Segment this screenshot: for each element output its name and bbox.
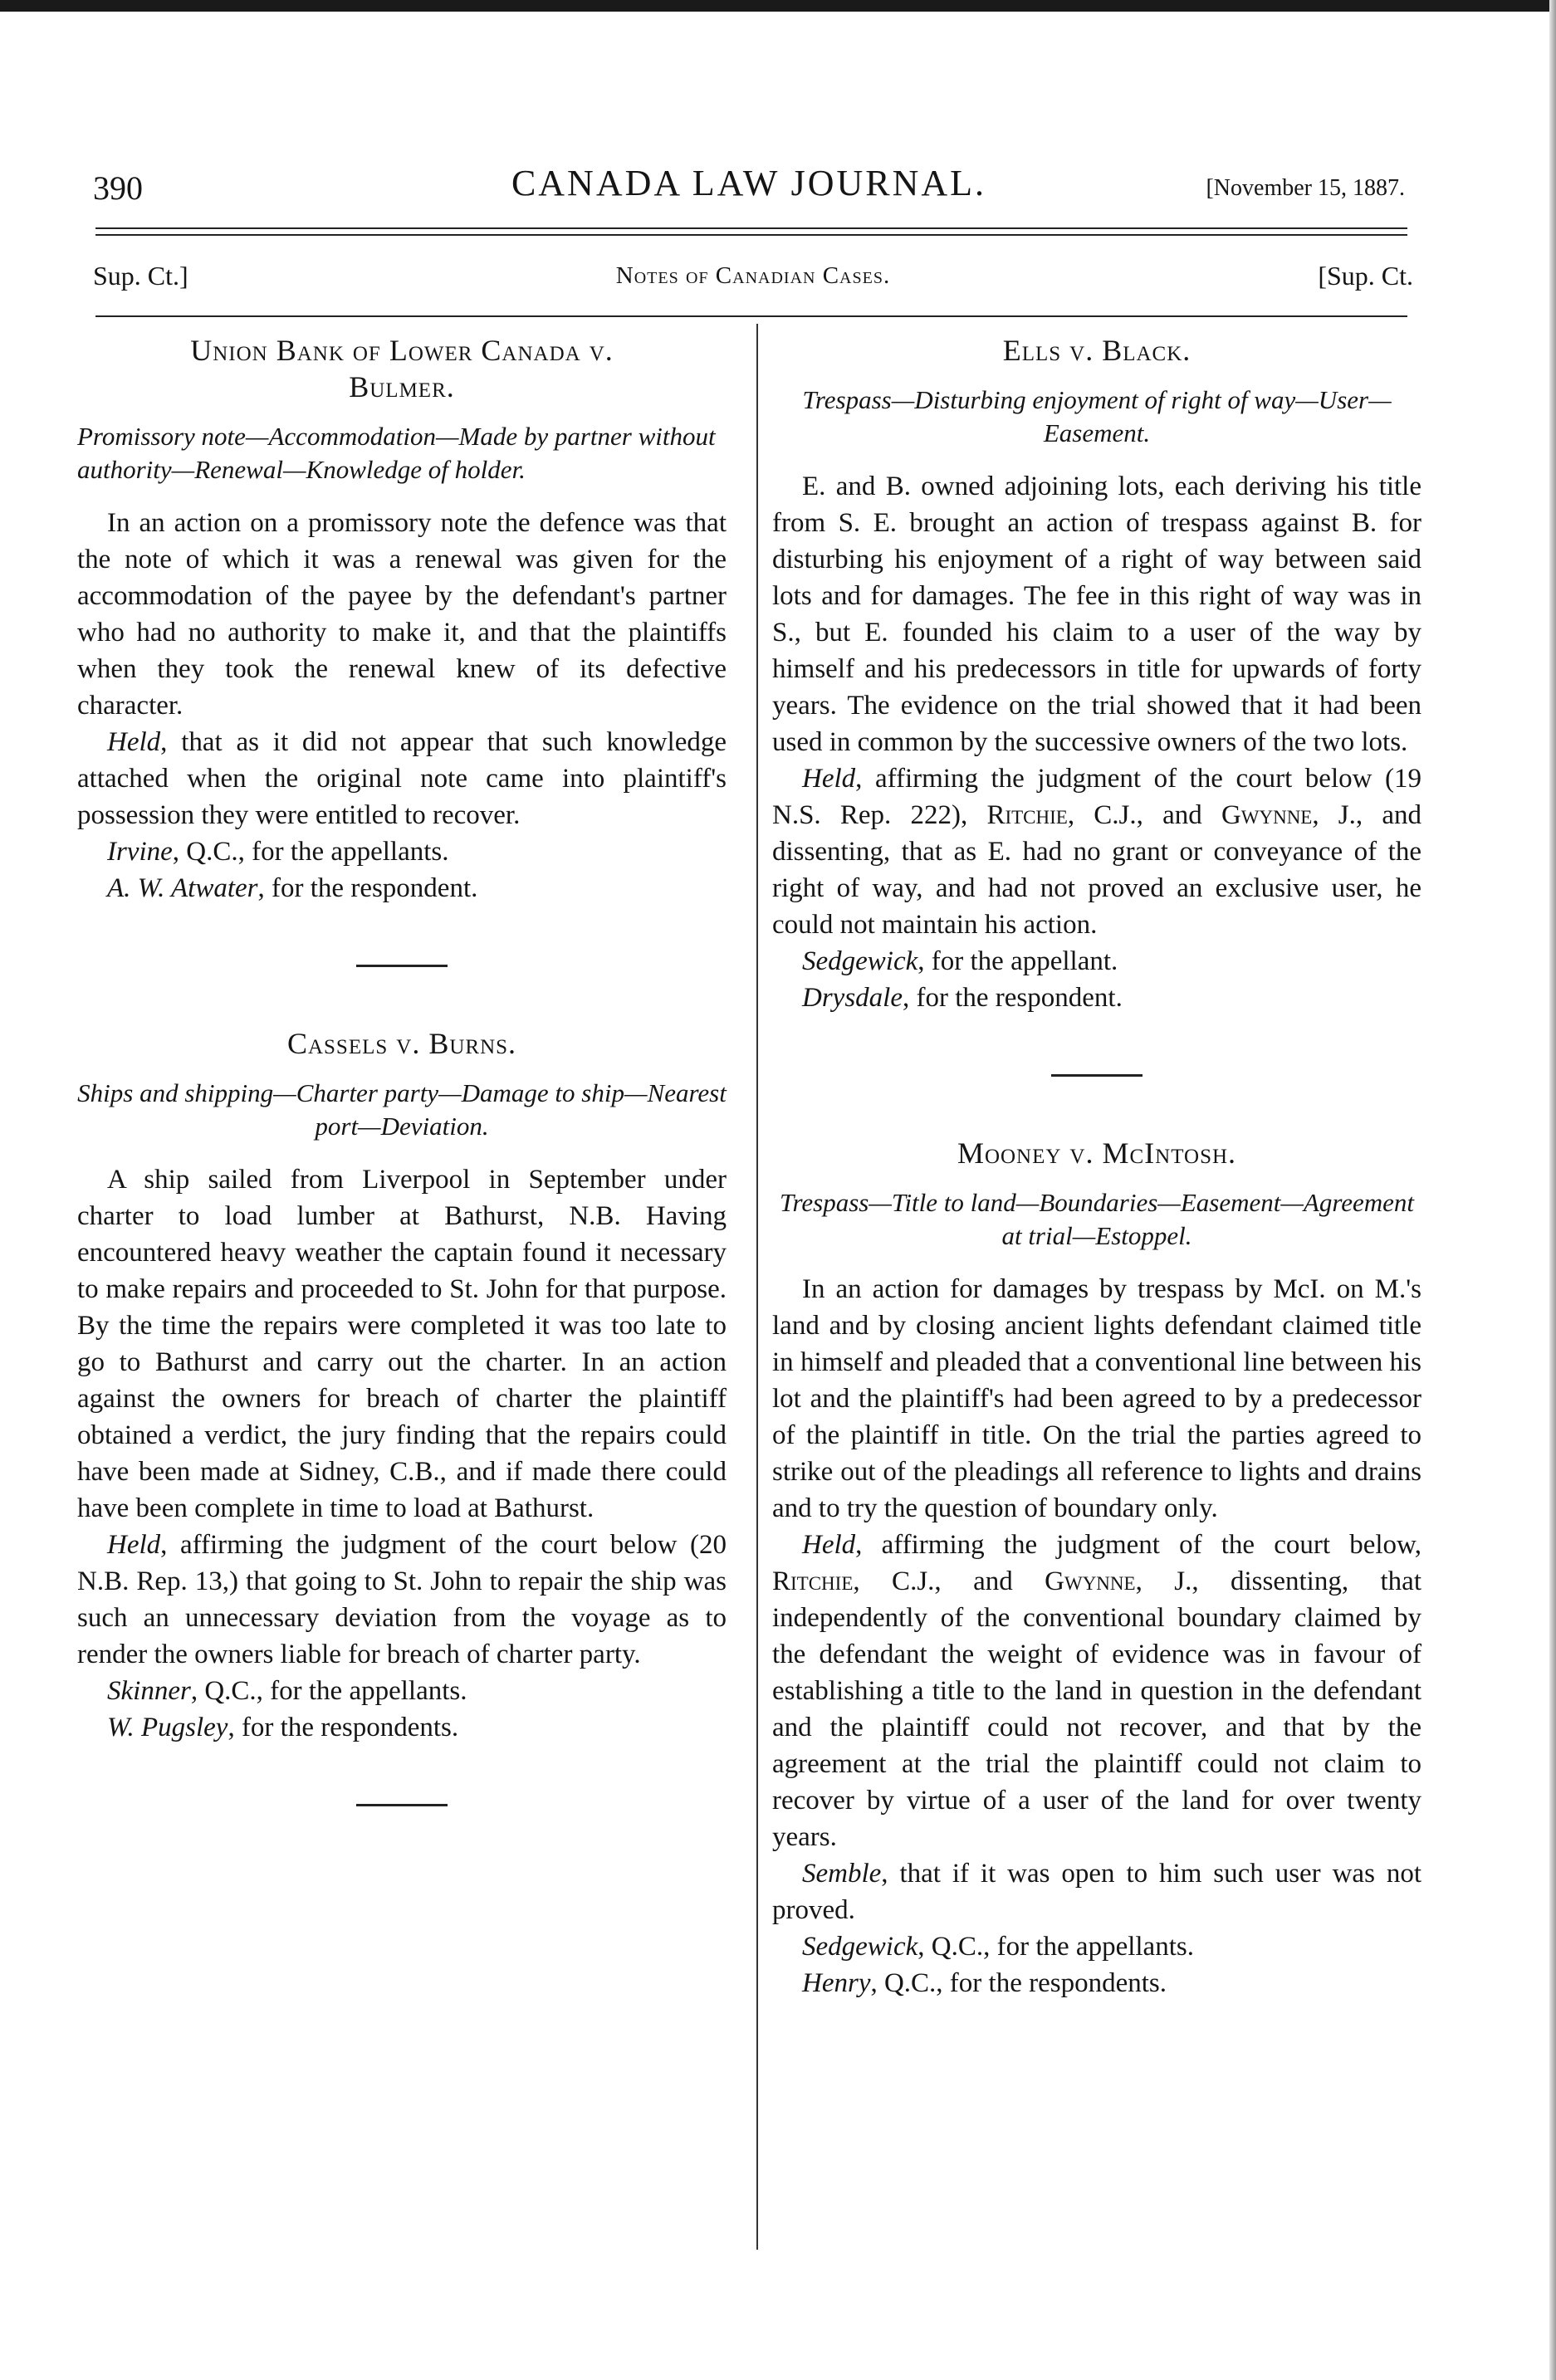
- held-text: , J., dissenting, that independently of the conventional boundary claimed by the defendant the weight of evidence was in favour of establishing a title to the land in question in the defendant and the plaintiff could not recover, and that by the agreement at the trial the plaintiff could not claim to recover by virtue of a user of the land for over twenty years.: [772, 1566, 1421, 1852]
- counsel-name: Irvine: [107, 837, 173, 867]
- held-text: , C.J., and: [1067, 800, 1221, 830]
- counsel-name: Henry: [802, 1968, 871, 1998]
- counsel-appellants: [772, 1928, 1421, 1965]
- case-facts: In an action for damages by trespass by McI. on M.'s land and by closing ancient lights defendant claimed title in himself and pleaded that a conventional line between his lot and the plaintiff's had been agreed to by a predecessor of the plaintiff in title. On the trial the parties agreed to strike out of the pleadings all reference to lights and drains and to try the question of boundary only.: [772, 1274, 1421, 1523]
- case-union-bank: [77, 332, 727, 907]
- held-word: Held: [802, 764, 856, 794]
- counsel-respondent: [77, 870, 727, 907]
- judge-name: Ritchie: [772, 1566, 854, 1596]
- counsel-respondents: [772, 1965, 1421, 2001]
- case-title: Mooney v. McIntosh.: [957, 1136, 1237, 1170]
- case-holding: [772, 1527, 1421, 1855]
- held-text: , affirming the judgment of the court below,: [855, 1530, 1421, 1560]
- case-cassels-burns: [77, 1025, 727, 1746]
- case-holding: [772, 760, 1421, 943]
- counsel-role: , for the respondents.: [228, 1713, 459, 1742]
- case-facts: E. and B. owned adjoining lots, each deriving his title from S. E. brought an action of trespass against B. for disturbing his enjoyment of a right of way between said lots and for damages. The fee in this right of way was in S., but E. founded his claim to a user of the way by himself and his predecessors in title for upwards of forty years. The evidence on the trial showed that it had been used in common by the successive owners of the two lots.: [772, 472, 1421, 757]
- case-headnote: Trespass—Title to land—Boundaries—Easement—Agreement at trial—Estoppel.: [779, 1188, 1415, 1250]
- case-separator: [1051, 1074, 1143, 1077]
- semble-text: , that if it was open to him such user was not proved.: [772, 1859, 1421, 1925]
- case-separator: [356, 1804, 448, 1806]
- section-title: Notes of Canadian Cases.: [615, 262, 891, 289]
- case-semble: [772, 1855, 1421, 1928]
- counsel-role: , Q.C., for the respondents.: [870, 1968, 1167, 1998]
- court-left: Sup. Ct.]: [93, 261, 188, 291]
- scan-top-edge: [0, 0, 1556, 12]
- counsel-name: A. W. Atwater: [107, 873, 258, 903]
- counsel-role: , Q.C., for the appellants.: [190, 1676, 467, 1706]
- judge-name: Ritchie: [986, 800, 1068, 830]
- case-ells-black: [772, 332, 1421, 1016]
- case-facts: In an action on a promissory note the defence was that the note of which it was a renewal was given for the accommodation of the payee by the defendant's partner who had no authority to make it, and that the plaintiffs when they took the renewal knew of its defective character.: [77, 508, 727, 721]
- right-column: [772, 332, 1421, 2001]
- page-number: 390: [93, 169, 143, 207]
- counsel-respondent: [772, 980, 1421, 1016]
- held-word: Held: [107, 727, 161, 757]
- case-title: Cassels v. Burns.: [286, 1027, 517, 1060]
- counsel-name: Drysdale: [802, 983, 903, 1013]
- held-text: , affirming the judgment of the court below (19 N.S. Rep. 222),: [772, 764, 1421, 830]
- counsel-appellants: [77, 833, 727, 870]
- judge-name: Gwynne: [1045, 1566, 1136, 1596]
- section-rule: [95, 315, 1407, 317]
- counsel-role: , for the respondent.: [902, 983, 1123, 1013]
- case-holding: [77, 1527, 727, 1673]
- case-title-line2: Bulmer.: [349, 370, 455, 403]
- case-headnote: Trespass—Disturbing enjoyment of right of way—User—Easement.: [802, 385, 1392, 447]
- held-word: Held: [107, 1530, 161, 1560]
- court-right: [Sup. Ct.: [1318, 261, 1413, 291]
- issue-date: [November 15, 1887.: [1206, 175, 1405, 201]
- held-text: , that as it did not appear that such knowledge attached when the original note came into plaintiff's possession they were entitled to recover.: [77, 727, 727, 830]
- held-word: Held: [802, 1530, 856, 1560]
- counsel-name: Skinner: [107, 1676, 191, 1706]
- counsel-respondents: [77, 1709, 727, 1746]
- journal-title: CANADA LAW JOURNAL.: [511, 163, 987, 203]
- semble-word: Semble: [802, 1859, 882, 1889]
- counsel-appellant: [772, 943, 1421, 980]
- counsel-name: Sedgewick: [802, 1932, 918, 1962]
- judge-name: Gwynne: [1221, 800, 1313, 830]
- counsel-role: , for the respondent.: [257, 873, 478, 903]
- section-header: [93, 259, 1413, 292]
- case-title-line1: Union Bank of Lower Canada v.: [190, 334, 614, 367]
- case-facts: A ship sailed from Liverpool in September under charter to load lumber at Bathurst, N.B. Having encountered heavy weather the captain found it necessary to make repairs and proceeded to St. John for that purpose. By the time the repairs were completed it was too late to go to Bathurst and carry out the charter. In an action against the owners for breach of charter the plaintiff obtained a verdict, the jury finding that the repairs could have been made at Sidney, C.B., and if made there could have been complete in time to load at Bathurst.: [77, 1165, 727, 1523]
- case-title: [77, 332, 727, 405]
- header-rule-bottom: [95, 234, 1407, 236]
- counsel-role: , for the appellant.: [917, 946, 1118, 976]
- held-text: , C.J., and: [853, 1566, 1045, 1596]
- running-header: [93, 162, 1405, 212]
- case-separator: [356, 965, 448, 967]
- left-column: [77, 332, 727, 1864]
- counsel-appellants: [77, 1673, 727, 1709]
- header-rule-top: [95, 227, 1407, 229]
- counsel-role: , Q.C., for the appellants.: [172, 837, 449, 867]
- column-divider: [756, 324, 758, 2250]
- counsel-role: , Q.C., for the appellants.: [917, 1932, 1194, 1962]
- case-headnote: Promissory note—Accommodation—Made by partner without authority—Renewal—Knowledge of holder.: [77, 422, 716, 484]
- case-headnote: Ships and shipping—Charter party—Damage to ship—Nearest port—Deviation.: [77, 1078, 727, 1141]
- held-text: , affirming the judgment of the court below (20 N.B. Rep. 13,) that going to St. John to repair the ship was such an unnecessary deviation from the voyage as to render the owners liable for breach of charter party.: [77, 1530, 727, 1669]
- case-title: Ells v. Black.: [1002, 334, 1191, 367]
- held-text: , J., and dissenting, that as E. had no grant or conveyance of the right of way, and had not proved an exclusive user, he could not maintain his action.: [772, 800, 1421, 940]
- case-mooney-mcintosh: [772, 1135, 1421, 2001]
- counsel-name: W. Pugsley: [107, 1713, 228, 1742]
- case-holding: [77, 724, 727, 833]
- scan-right-edge: [1549, 0, 1556, 2380]
- counsel-name: Sedgewick: [802, 946, 918, 976]
